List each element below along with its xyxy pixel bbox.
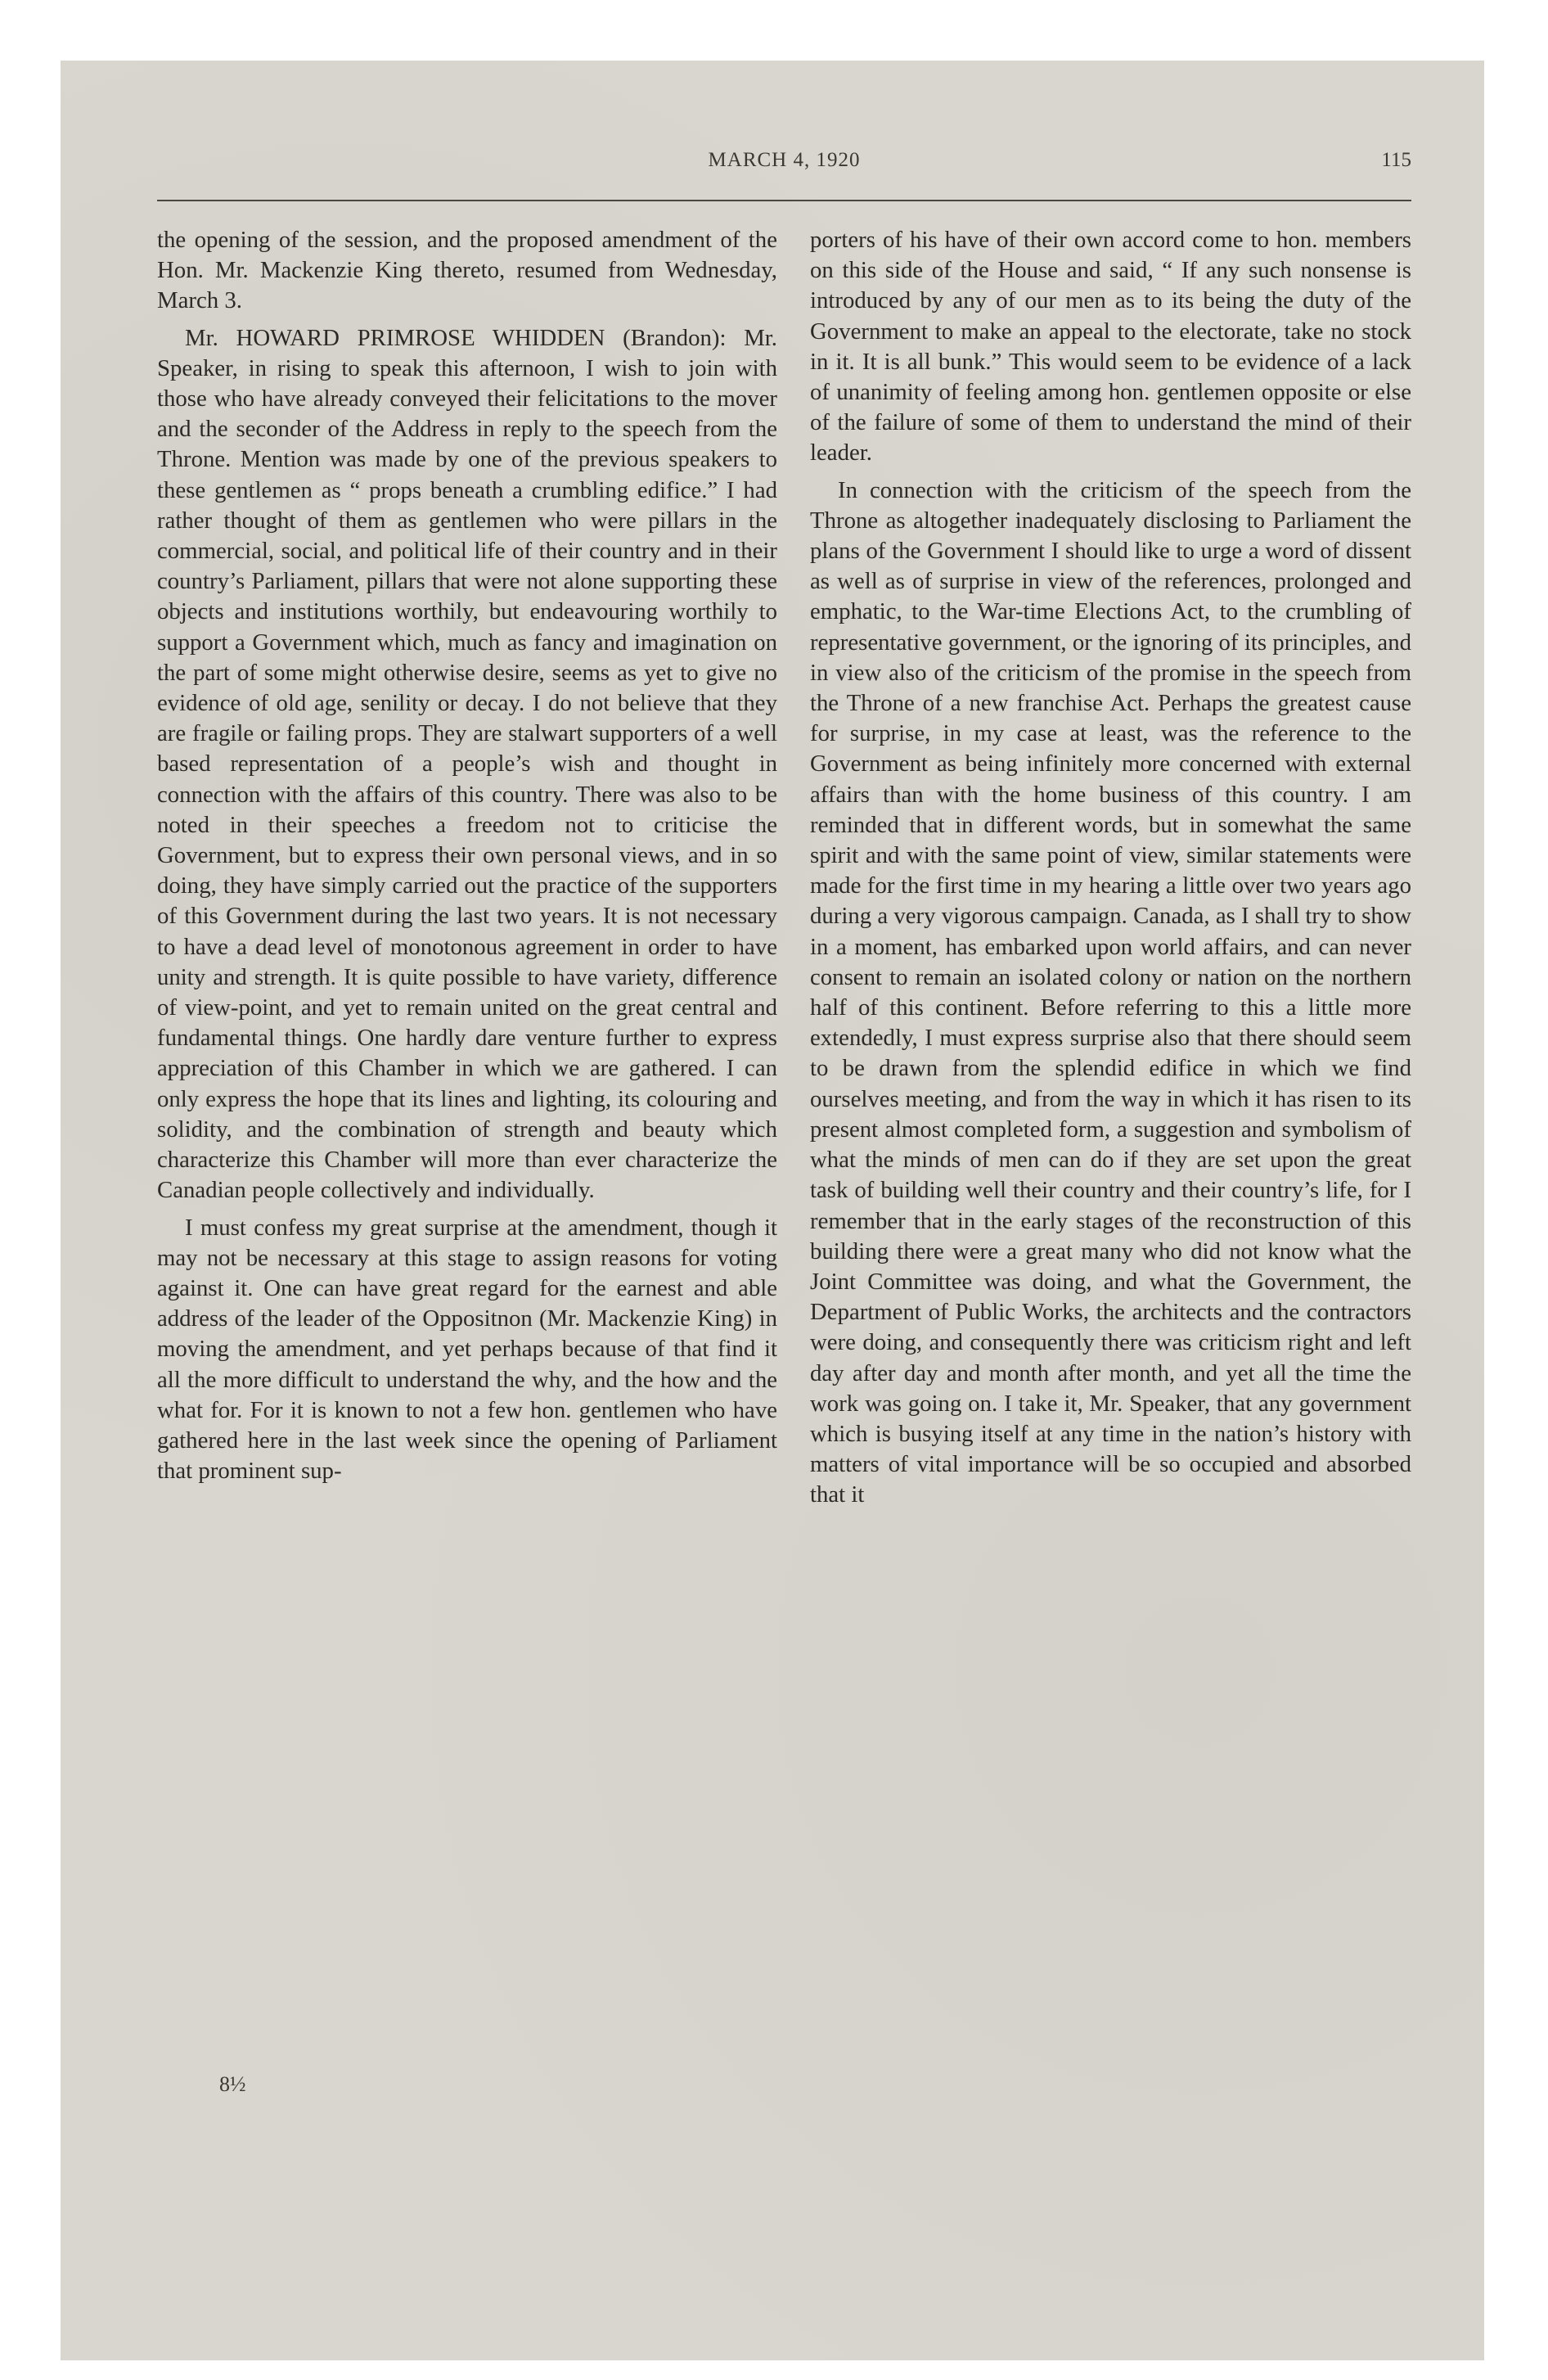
right-column	[810, 225, 1411, 1517]
paragraph: the opening of the session, and the proposed amendment of the Hon. Mr. Mackenzie King thereto, resumed from Wednesday, March 3.	[157, 227, 777, 314]
page-number: 115	[1381, 149, 1411, 171]
header-rule	[157, 200, 1411, 201]
paragraph: I must confess my great surprise at the amendment, though it may not be necessary at this stage to assign reasons for voting against it. One can have great regard for the earnest and able address of the leader of the Oppositnon (Mr. Mackenzie King) in moving the amendment, and yet perhaps because of that find it all the more difficult to understand the why, and the how and the what for. For it is known to not a few hon. gentlemen who have gathered here in the last week since the opening of Parliament that prominent sup-	[157, 1214, 777, 1485]
paragraph: Mr. HOWARD PRIMROSE WHIDDEN (Brandon): Mr. Speaker, in rising to speak this afternoon, I wish to join with those who have already conveyed their felicitations to the mover and the seconder of the Address in reply to the speech from the Throne. Mention was made by one of the previous speakers to these gentlemen as “ props beneath a crumbling edifice.” I had rather thought of them as gentlemen who were pillars in the commercial, social, and political life of their country and in their country’s Parliament, pillars that were not alone supporting these objects and institutions worthily, but endeavouring worthily to support a Government which, much as fancy and imagination on the part of some might otherwise desire, seems as yet to give no evidence of old age, senility or decay. I do not believe that they are fragile or failing props. They are stalwart supporters of a well based representation of a people’s wish and thought in connection with the affairs of this country. There was also to be noted in their speeches a freedom not to criticise the Government, but to express their own personal views, and in so doing, they have simply carried out the practice of the supporters of this Government during the last two years. It is not necessary to have a dead level of monotonous agreement in order to have unity and strength. It is quite possible to have variety, difference of view-point, and yet to remain united on the great central and fundamental things. One hardly dare venture further to express appreciation of this Chamber in which we are gathered. I can only express the hope that its lines and lighting, its colouring and solidity, and the combination of strength and beauty which characterize this Chamber will more than ever characterize the Canadian people collectively and individually.	[157, 324, 777, 1204]
paragraph: In connection with the criticism of the speech from the Throne as altogether inadequately disclosing to Parliament the plans of the Government I should like to urge a word of dissent as well as of surprise in view of the references, prolonged and emphatic, to the War-time Elections Act, to the crumbling of representative government, or the ignoring of its principles, and in view also of the criticism of the promise in the speech from the Throne of a new franchise Act. Perhaps the greatest cause for surprise, in my case at least, was the reference to the Government as being infinitely more concerned with external affairs than with the home business of this country. I am reminded that in different words, but in somewhat the same spirit and with the same point of view, similar statements were made for the first time in my hearing a little over two years ago during a very vigorous campaign. Canada, as I shall try to show in a moment, has embarked upon world affairs, and can never consent to remain an isolated colony or nation on the northern half of this continent. Before referring to this a little more extendedly, I must express surprise also that there should seem to be drawn from the splendid edifice in which we find ourselves meeting, and from the way in which it has risen to its present almost completed form, a suggestion and symbolism of what the minds of men can do if they are set upon the great task of building well their country and their country’s life, for I remember that in the early stages of the reconstruction of this building there were a great many who did not know what the Joint Committee was doing, and what the Government, the Department of Public Works, the architects and the contractors were doing, and consequently there was criticism right and left day after day and month after month, and yet all the time the work was going on. I take it, Mr. Speaker, that any government which is busying itself at any time in the nation’s history with matters of vital importance will be so occupied and absorbed that it	[810, 476, 1411, 1508]
left-column	[157, 225, 777, 1493]
running-head	[157, 149, 1411, 182]
running-title: MARCH 4, 1920	[708, 149, 861, 171]
signature-mark: 8½	[219, 2072, 246, 2096]
paragraph: porters of his have of their own accord come to hon. members on this side of the House and said, “ If any such nonsense is introduced by any of our men as to its being the duty of the Government to make an appeal to the electorate, take no stock in it. It is all bunk.” This would seem to be evidence of a lack of unanimity of feeling among hon. gentlemen opposite or else of the failure of some of them to understand the mind of their leader.	[810, 227, 1411, 467]
